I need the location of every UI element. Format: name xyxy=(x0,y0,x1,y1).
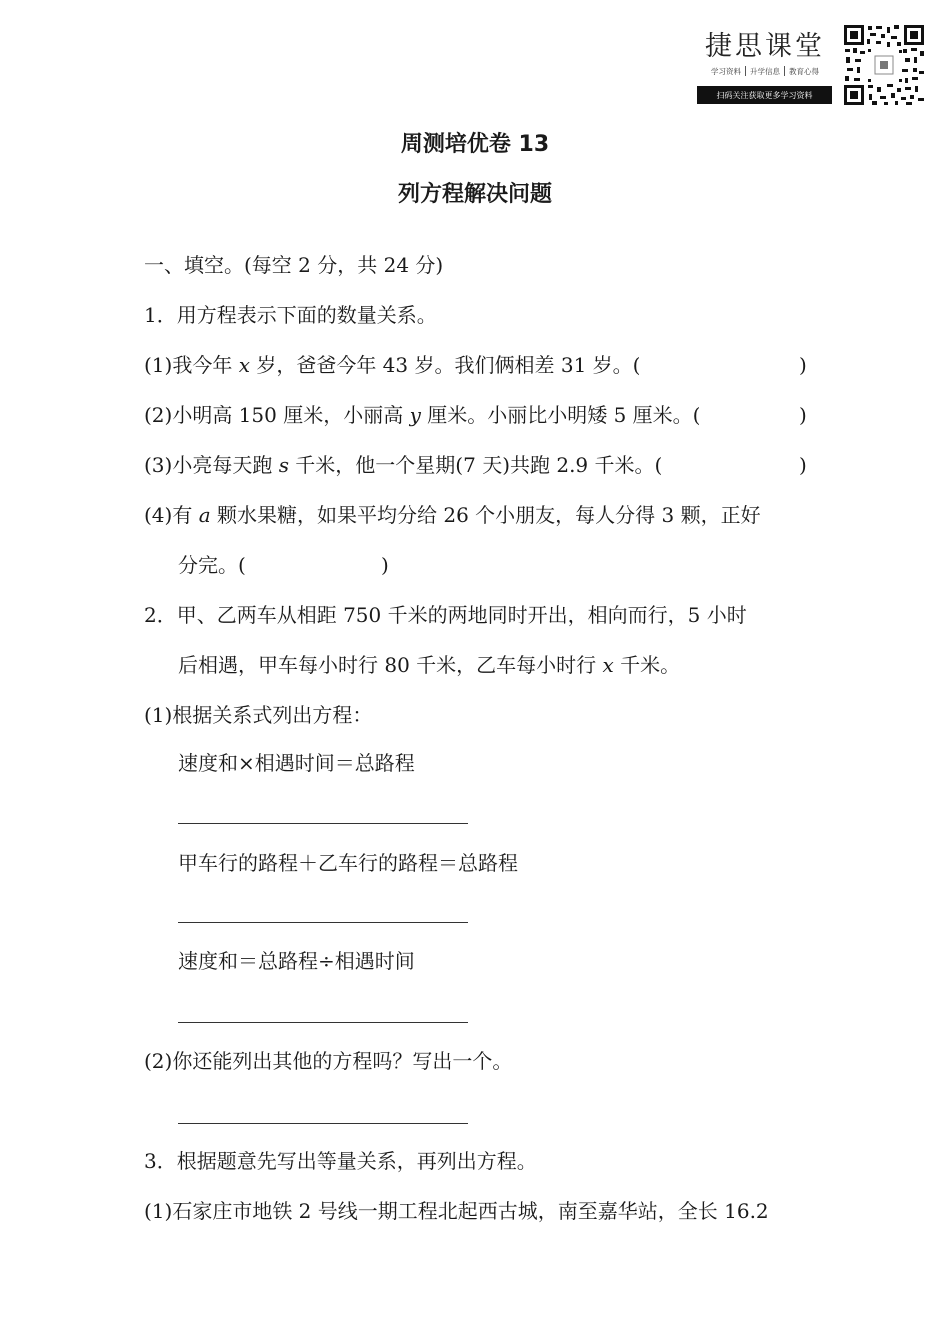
question-1-part-4 xyxy=(144,500,824,530)
answer-bracket-close: ) xyxy=(799,403,807,427)
answer-blank[interactable] xyxy=(178,1123,468,1124)
answer-bracket-close: ) xyxy=(381,553,389,577)
question-3-stem: 3．根据题意先写出等量关系，再列出方程。 xyxy=(144,1149,537,1173)
section-heading: 一、填空。(每空 2 分，共 24 分) xyxy=(144,253,444,277)
brand-tags xyxy=(697,64,833,78)
text: (3)小亮每天跑 xyxy=(144,453,279,477)
question-1-stem: 1．用方程表示下面的数量关系。 xyxy=(144,303,437,327)
text: (2)小明高 150 厘米，小丽高 xyxy=(144,403,410,427)
answer-bracket-close: ) xyxy=(799,453,807,477)
text: 颗水果糖，如果平均分给 26 个小朋友，每人分得 3 颗，正好 xyxy=(210,503,761,527)
question-2-stem: 2．甲、乙两车从相距 750 千米的两地同时开出，相向而行，5 小时 xyxy=(144,603,747,627)
question-3-part-1: (1)石家庄市地铁 2 号线一期工程北起西古城，南至嘉华站，全长 16.2 xyxy=(144,1199,769,1223)
relation-1: 速度和×相遇时间＝总路程 xyxy=(178,751,415,775)
qr-code-icon xyxy=(843,24,925,106)
text: 千米，他一个星期(7 天)共跑 2.9 千米。( xyxy=(288,453,663,477)
brand-tag: 学习资料 xyxy=(711,66,741,76)
text: (1)我今年 xyxy=(144,353,239,377)
brand-slogan: 扫码关注获取更多学习资料 xyxy=(697,86,832,104)
variable: y xyxy=(409,403,421,427)
question-2-part-2: (2)你还能列出其他的方程吗？写出一个。 xyxy=(144,1049,513,1073)
text: 后相遇，甲车每小时行 80 千米，乙车每小时行 xyxy=(178,653,603,677)
page-title: 周测培优卷 13 xyxy=(400,132,550,157)
variable: x xyxy=(602,653,614,677)
answer-blank[interactable] xyxy=(178,1022,468,1023)
question-1-part-4-cont xyxy=(178,550,858,580)
brand-logo-text: 捷思课堂 xyxy=(705,31,825,62)
answer-blank[interactable] xyxy=(178,922,468,923)
question-2-part-1: (1)根据关系式列出方程： xyxy=(144,703,373,727)
relation-2: 甲车行的路程＋乙车行的路程＝总路程 xyxy=(178,851,518,875)
page-subtitle: 列方程解决问题 xyxy=(397,182,552,207)
variable: a xyxy=(198,503,211,527)
variable: x xyxy=(238,353,250,377)
question-1-part-2 xyxy=(144,400,824,430)
text: (4)有 xyxy=(144,503,199,527)
text: 千米。 xyxy=(613,653,681,677)
relation-3: 速度和＝总路程÷相遇时间 xyxy=(178,949,415,973)
answer-bracket-close: ) xyxy=(799,353,807,377)
variable: s xyxy=(278,453,289,477)
text: 分完。( xyxy=(178,553,246,577)
brand-tag: 升学信息 xyxy=(750,66,780,76)
question-1-part-3 xyxy=(144,450,824,480)
question-2-stem-cont xyxy=(178,650,858,680)
text: 岁，爸爸今年 43 岁。我们俩相差 31 岁。( xyxy=(249,353,641,377)
brand-tag: 教育心得 xyxy=(789,66,819,76)
question-1-part-1 xyxy=(144,350,824,380)
answer-blank[interactable] xyxy=(178,823,468,824)
text: 厘米。小丽比小明矮 5 厘米。( xyxy=(420,403,701,427)
